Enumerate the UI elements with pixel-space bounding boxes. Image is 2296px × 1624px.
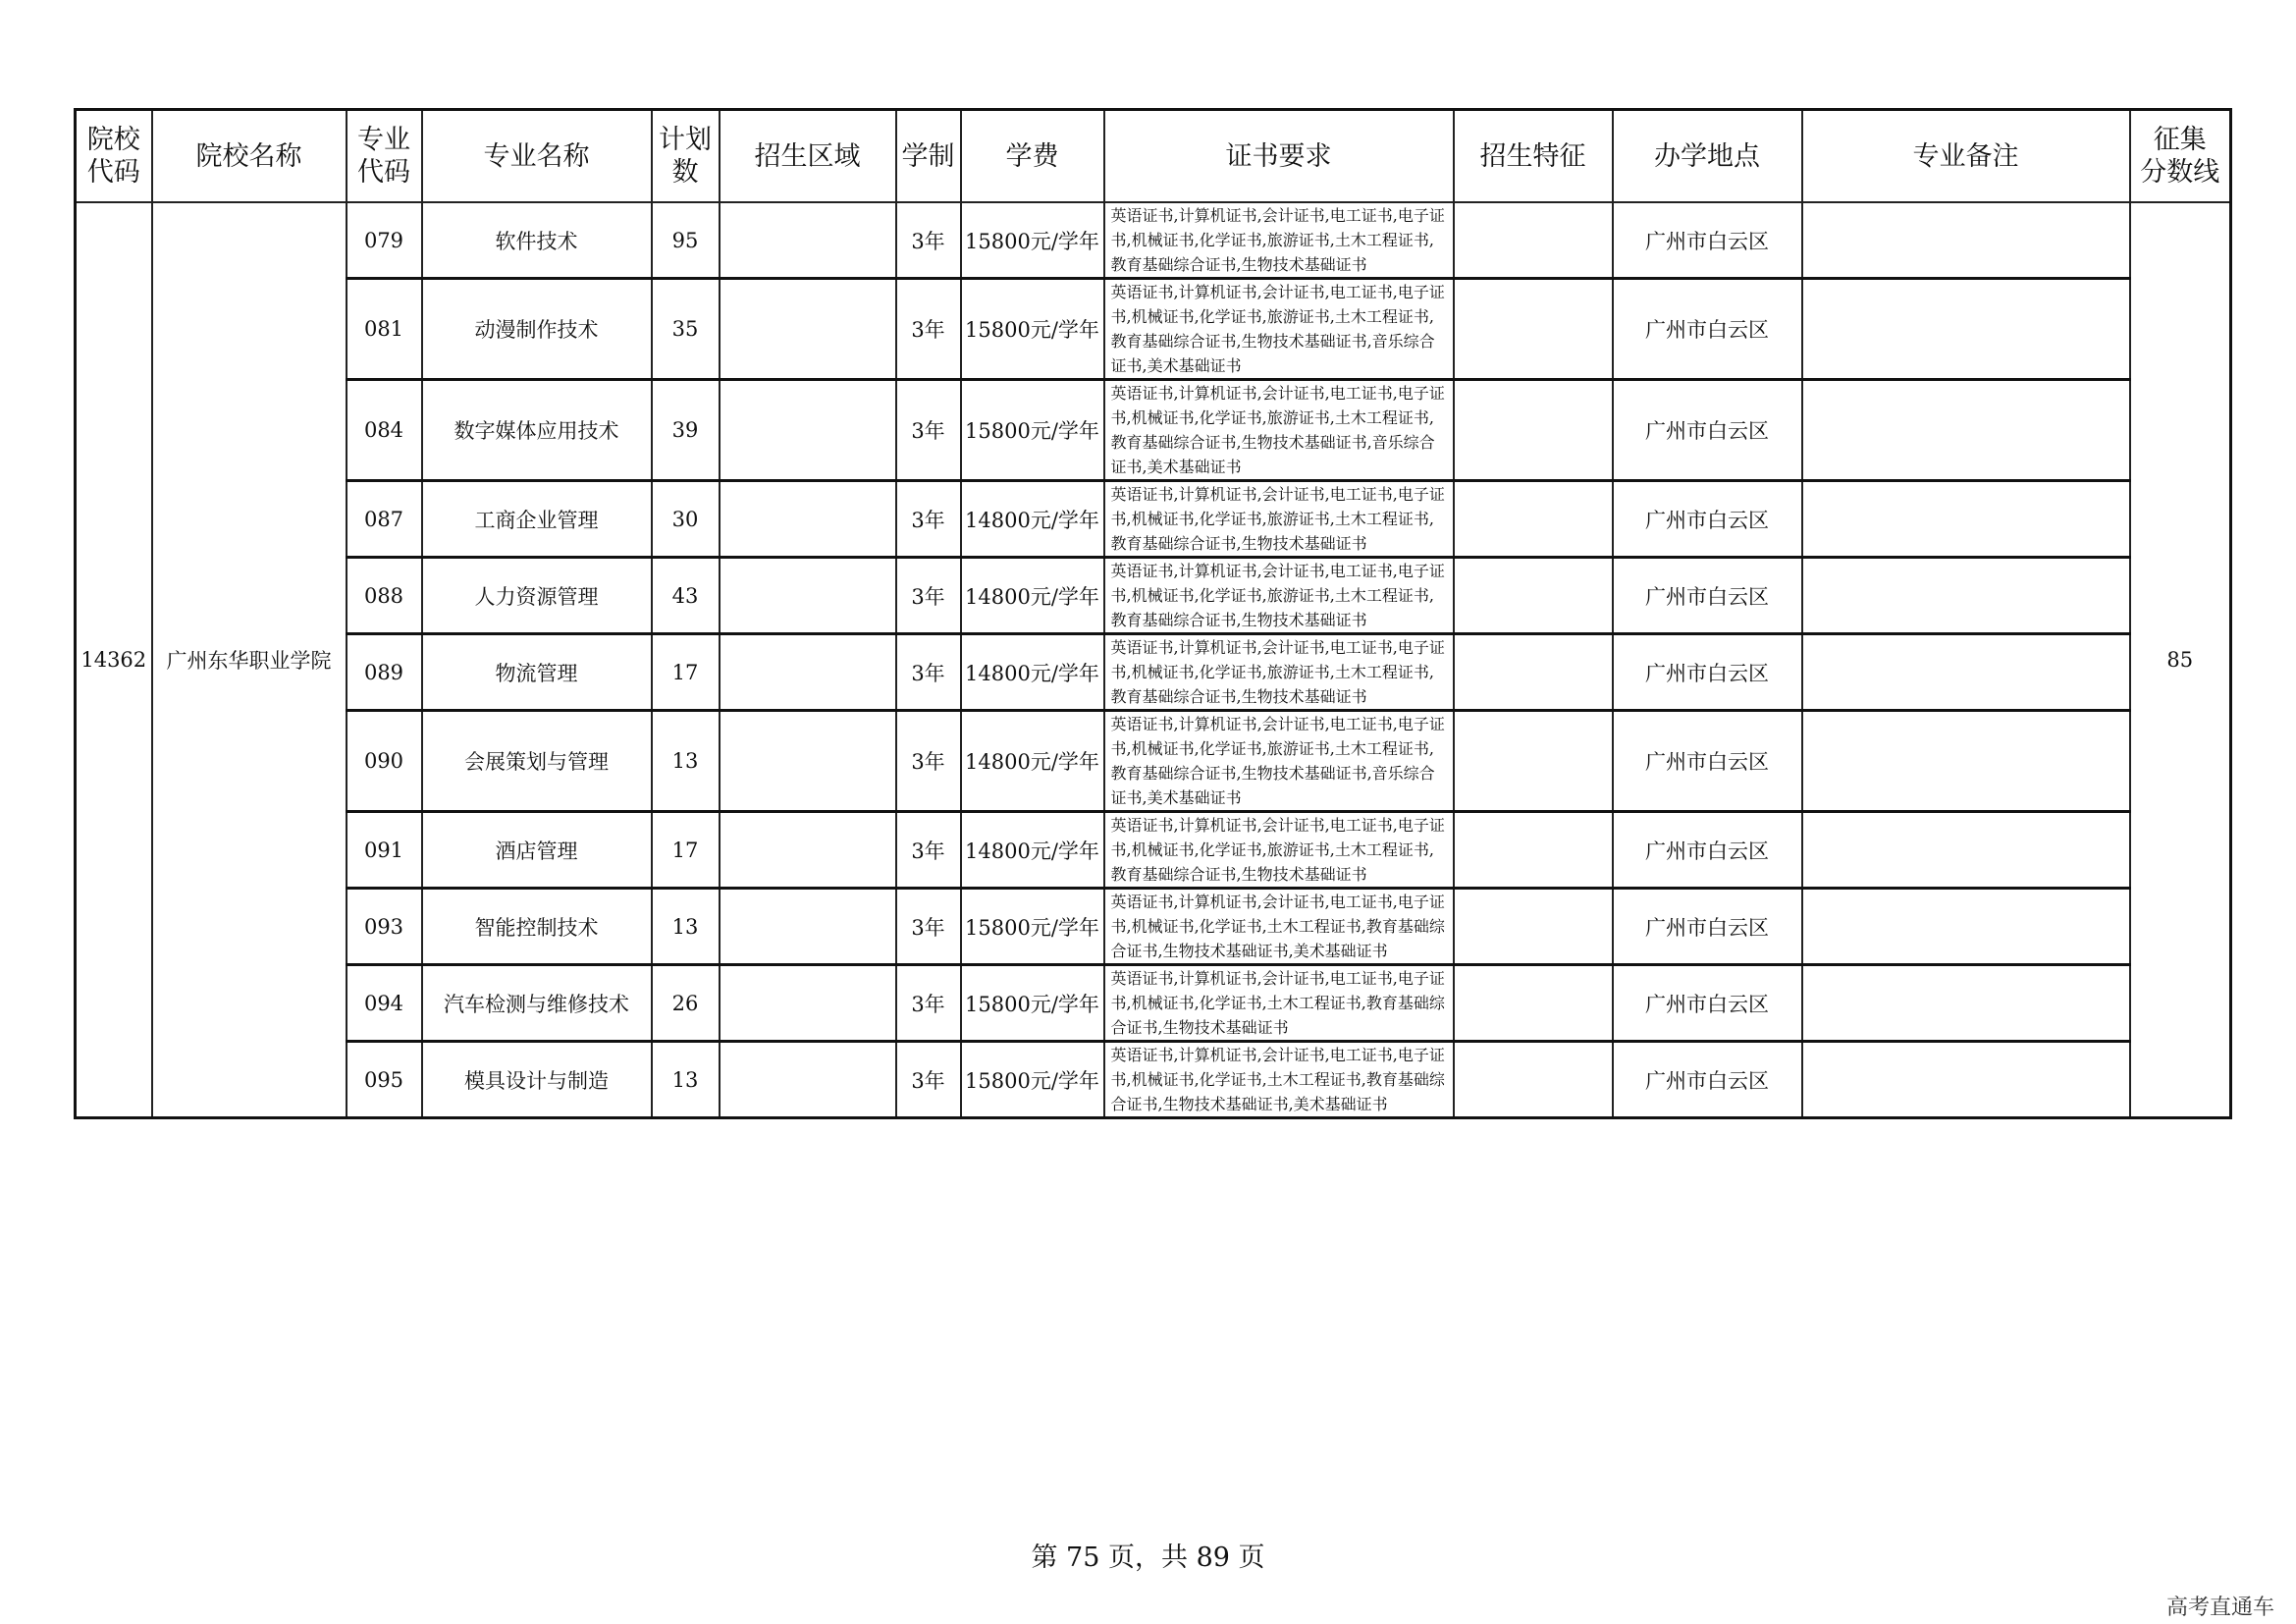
remark-cell (1802, 711, 2130, 812)
remark-header: 专业备注 (1802, 110, 2130, 203)
location-cell: 广州市白云区 (1613, 279, 1802, 380)
duration-cell: 3年 (896, 1042, 961, 1118)
cert-header: 证书要求 (1104, 110, 1454, 203)
plan-count-cell: 95 (652, 202, 720, 279)
plan-count-cell: 13 (652, 1042, 720, 1118)
fee-cell: 15800元/学年 (961, 380, 1104, 481)
location-cell: 广州市白云区 (1613, 965, 1802, 1042)
table-row (76, 634, 2231, 711)
page-number: 第 75 页，共 89 页 (1031, 1543, 1265, 1573)
major-code-cell: 088 (347, 558, 422, 634)
feature-cell (1454, 558, 1613, 634)
feature-cell (1454, 380, 1613, 481)
table-row (76, 965, 2231, 1042)
duration-cell: 3年 (896, 812, 961, 889)
school-code-cell: 14362 (76, 202, 152, 1118)
plan-count-cell: 39 (652, 380, 720, 481)
cutoff-score-cell: 85 (2130, 202, 2231, 1118)
table-row (76, 1042, 2231, 1118)
region-cell (720, 711, 896, 812)
major-code-cell: 079 (347, 202, 422, 279)
table-row (76, 202, 2231, 279)
plan-count-cell: 13 (652, 889, 720, 965)
plan-count-cell: 13 (652, 711, 720, 812)
region-cell (720, 380, 896, 481)
plan-count-cell: 30 (652, 481, 720, 558)
feature-cell (1454, 965, 1613, 1042)
remark-cell (1802, 812, 2130, 889)
fee-cell: 15800元/学年 (961, 1042, 1104, 1118)
feature-cell (1454, 202, 1613, 279)
duration-cell: 3年 (896, 711, 961, 812)
feature-cell (1454, 711, 1613, 812)
major-code-cell: 091 (347, 812, 422, 889)
major-name-header: 专业名称 (422, 110, 652, 203)
remark-cell (1802, 202, 2130, 279)
location-cell: 广州市白云区 (1613, 380, 1802, 481)
school-code-header: 院校 代码 (76, 110, 152, 203)
location-cell: 广州市白云区 (1613, 202, 1802, 279)
fee-cell: 14800元/学年 (961, 711, 1104, 812)
major-name-cell: 智能控制技术 (422, 889, 652, 965)
region-cell (720, 1042, 896, 1118)
duration-cell: 3年 (896, 634, 961, 711)
region-cell (720, 965, 896, 1042)
major-code-cell: 093 (347, 889, 422, 965)
table-header-row (76, 110, 2231, 203)
table-row (76, 279, 2231, 380)
cert-requirement-cell: 英语证书,计算机证书,会计证书,电工证书,电子证书,机械证书,化学证书,旅游证书,土木工程证书,教育基础综合证书,生物技术基础证书 (1104, 812, 1454, 889)
plan-count-header: 计划 数 (652, 110, 720, 203)
region-cell (720, 889, 896, 965)
major-code-cell: 084 (347, 380, 422, 481)
fee-cell: 15800元/学年 (961, 202, 1104, 279)
major-code-cell: 090 (347, 711, 422, 812)
major-code-cell: 081 (347, 279, 422, 380)
plan-count-cell: 17 (652, 634, 720, 711)
major-name-cell: 汽车检测与维修技术 (422, 965, 652, 1042)
remark-cell (1802, 889, 2130, 965)
major-code-cell: 094 (347, 965, 422, 1042)
duration-cell: 3年 (896, 889, 961, 965)
location-cell: 广州市白云区 (1613, 711, 1802, 812)
major-name-cell: 工商企业管理 (422, 481, 652, 558)
location-cell: 广州市白云区 (1613, 889, 1802, 965)
major-name-cell: 数字媒体应用技术 (422, 380, 652, 481)
cert-requirement-cell: 英语证书,计算机证书,会计证书,电工证书,电子证书,机械证书,化学证书,旅游证书,土木工程证书,教育基础综合证书,生物技术基础证书 (1104, 202, 1454, 279)
region-cell (720, 558, 896, 634)
plan-count-cell: 43 (652, 558, 720, 634)
feature-cell (1454, 634, 1613, 711)
cert-requirement-cell: 英语证书,计算机证书,会计证书,电工证书,电子证书,机械证书,化学证书,旅游证书,土木工程证书,教育基础综合证书,生物技术基础证书 (1104, 481, 1454, 558)
major-code-cell: 095 (347, 1042, 422, 1118)
duration-cell: 3年 (896, 202, 961, 279)
remark-cell (1802, 965, 2130, 1042)
major-name-cell: 模具设计与制造 (422, 1042, 652, 1118)
fee-cell: 15800元/学年 (961, 889, 1104, 965)
admission-plan-table (74, 108, 2232, 1119)
table-row (76, 481, 2231, 558)
major-name-cell: 动漫制作技术 (422, 279, 652, 380)
region-cell (720, 279, 896, 380)
major-name-cell: 软件技术 (422, 202, 652, 279)
table-row (76, 558, 2231, 634)
fee-header: 学费 (961, 110, 1104, 203)
major-code-header: 专业 代码 (347, 110, 422, 203)
location-cell: 广州市白云区 (1613, 481, 1802, 558)
region-cell (720, 481, 896, 558)
location-cell: 广州市白云区 (1613, 812, 1802, 889)
fee-cell: 15800元/学年 (961, 965, 1104, 1042)
location-cell: 广州市白云区 (1613, 634, 1802, 711)
school-name-cell: 广州东华职业学院 (152, 202, 347, 1118)
fee-cell: 14800元/学年 (961, 634, 1104, 711)
fee-cell: 14800元/学年 (961, 558, 1104, 634)
major-code-cell: 087 (347, 481, 422, 558)
cert-requirement-cell: 英语证书,计算机证书,会计证书,电工证书,电子证书,机械证书,化学证书,土木工程证书,教育基础综合证书,生物技术基础证书 (1104, 965, 1454, 1042)
plan-count-cell: 17 (652, 812, 720, 889)
fee-cell: 15800元/学年 (961, 279, 1104, 380)
major-name-cell: 人力资源管理 (422, 558, 652, 634)
cert-requirement-cell: 英语证书,计算机证书,会计证书,电工证书,电子证书,机械证书,化学证书,旅游证书,土木工程证书,教育基础综合证书,生物技术基础证书 (1104, 634, 1454, 711)
cutoff-header: 征集 分数线 (2130, 110, 2231, 203)
duration-header: 学制 (896, 110, 961, 203)
cert-requirement-cell: 英语证书,计算机证书,会计证书,电工证书,电子证书,机械证书,化学证书,土木工程证书,教育基础综合证书,生物技术基础证书,美术基础证书 (1104, 889, 1454, 965)
remark-cell (1802, 380, 2130, 481)
cert-requirement-cell: 英语证书,计算机证书,会计证书,电工证书,电子证书,机械证书,化学证书,土木工程证书,教育基础综合证书,生物技术基础证书,美术基础证书 (1104, 1042, 1454, 1118)
duration-cell: 3年 (896, 481, 961, 558)
table-row (76, 711, 2231, 812)
location-cell: 广州市白云区 (1613, 1042, 1802, 1118)
remark-cell (1802, 1042, 2130, 1118)
duration-cell: 3年 (896, 279, 961, 380)
feature-cell (1454, 889, 1613, 965)
location-header: 办学地点 (1613, 110, 1802, 203)
region-cell (720, 812, 896, 889)
plan-count-cell: 35 (652, 279, 720, 380)
feature-cell (1454, 1042, 1613, 1118)
feature-cell (1454, 812, 1613, 889)
region-header: 招生区域 (720, 110, 896, 203)
duration-cell: 3年 (896, 380, 961, 481)
cert-requirement-cell: 英语证书,计算机证书,会计证书,电工证书,电子证书,机械证书,化学证书,旅游证书,土木工程证书,教育基础综合证书,生物技术基础证书,音乐综合证书,美术基础证书 (1104, 279, 1454, 380)
cert-requirement-cell: 英语证书,计算机证书,会计证书,电工证书,电子证书,机械证书,化学证书,旅游证书,土木工程证书,教育基础综合证书,生物技术基础证书 (1104, 558, 1454, 634)
table-row (76, 889, 2231, 965)
table-row (76, 380, 2231, 481)
remark-cell (1802, 279, 2130, 380)
fee-cell: 14800元/学年 (961, 481, 1104, 558)
watermark-text: 高考直通车 (2165, 1596, 2274, 1620)
feature-cell (1454, 481, 1613, 558)
major-name-cell: 酒店管理 (422, 812, 652, 889)
remark-cell (1802, 558, 2130, 634)
duration-cell: 3年 (896, 558, 961, 634)
location-cell: 广州市白云区 (1613, 558, 1802, 634)
remark-cell (1802, 634, 2130, 711)
feature-header: 招生特征 (1454, 110, 1613, 203)
table-row (76, 812, 2231, 889)
cert-requirement-cell: 英语证书,计算机证书,会计证书,电工证书,电子证书,机械证书,化学证书,旅游证书,土木工程证书,教育基础综合证书,生物技术基础证书,音乐综合证书,美术基础证书 (1104, 711, 1454, 812)
cert-requirement-cell: 英语证书,计算机证书,会计证书,电工证书,电子证书,机械证书,化学证书,旅游证书,土木工程证书,教育基础综合证书,生物技术基础证书,音乐综合证书,美术基础证书 (1104, 380, 1454, 481)
feature-cell (1454, 279, 1613, 380)
major-code-cell: 089 (347, 634, 422, 711)
major-name-cell: 物流管理 (422, 634, 652, 711)
plan-count-cell: 26 (652, 965, 720, 1042)
major-name-cell: 会展策划与管理 (422, 711, 652, 812)
fee-cell: 14800元/学年 (961, 812, 1104, 889)
school-name-header: 院校名称 (152, 110, 347, 203)
region-cell (720, 634, 896, 711)
duration-cell: 3年 (896, 965, 961, 1042)
remark-cell (1802, 481, 2130, 558)
region-cell (720, 202, 896, 279)
